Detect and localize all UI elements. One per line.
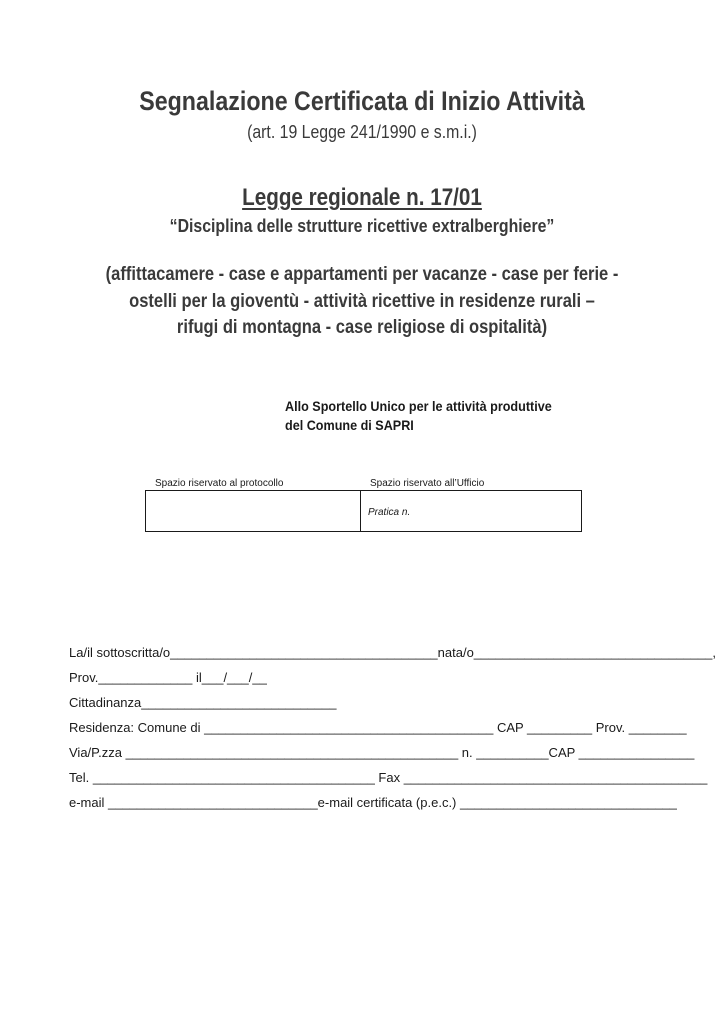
form-line-province-date: Prov._____________ il___/___/__	[69, 670, 267, 685]
office-space-label: Spazio riservato all’Ufficio	[370, 478, 485, 489]
law-subtitle: “Disciplina delle strutture ricettive extralberghiere”	[169, 216, 555, 236]
document-title: Segnalazione Certificata di Inizio Attività	[139, 86, 585, 116]
addressee-line: Allo Sportello Unico per le attività produttive	[285, 398, 552, 414]
form-line-name-birth: La/il sottoscritta/o_____________________________________nata/o_________________________________,	[69, 645, 717, 660]
form-line-residence: Residenza: Comune di ________________________________________ CAP _________ Prov. ________	[69, 720, 687, 735]
reserved-box-divider	[360, 491, 361, 531]
structure-types-line: (affittacamere - case e appartamenti per vacanze - case per ferie -	[105, 264, 619, 285]
form-line-phone-fax: Tel. _______________________________________ Fax __________________________________________	[69, 770, 708, 785]
law-title	[51, 184, 674, 212]
form-line-email: e-mail _____________________________e-mail certificata (p.e.c.) ______________________________	[69, 795, 677, 810]
structure-types-line: ostelli per la gioventù - attività ricettive in residenze rurali –	[129, 291, 595, 312]
protocol-space-label: Spazio riservato al protocollo	[155, 478, 284, 489]
document-subtitle: (art. 19 Legge 241/1990 e s.m.i.)	[247, 122, 477, 142]
form-line-citizenship: Cittadinanza___________________________	[69, 695, 337, 710]
reserved-space-box	[145, 490, 582, 532]
structure-types-line: rifugi di montagna - case religiose di ospitalità)	[176, 317, 548, 338]
law-title-text: Legge regionale n. 17/01	[242, 184, 482, 211]
addressee-line: del Comune di SAPRI	[285, 417, 414, 433]
form-line-street: Via/P.zza ______________________________________________ n. __________CAP ________________	[69, 745, 695, 760]
pratica-number-label: Pratica n.	[368, 507, 411, 518]
